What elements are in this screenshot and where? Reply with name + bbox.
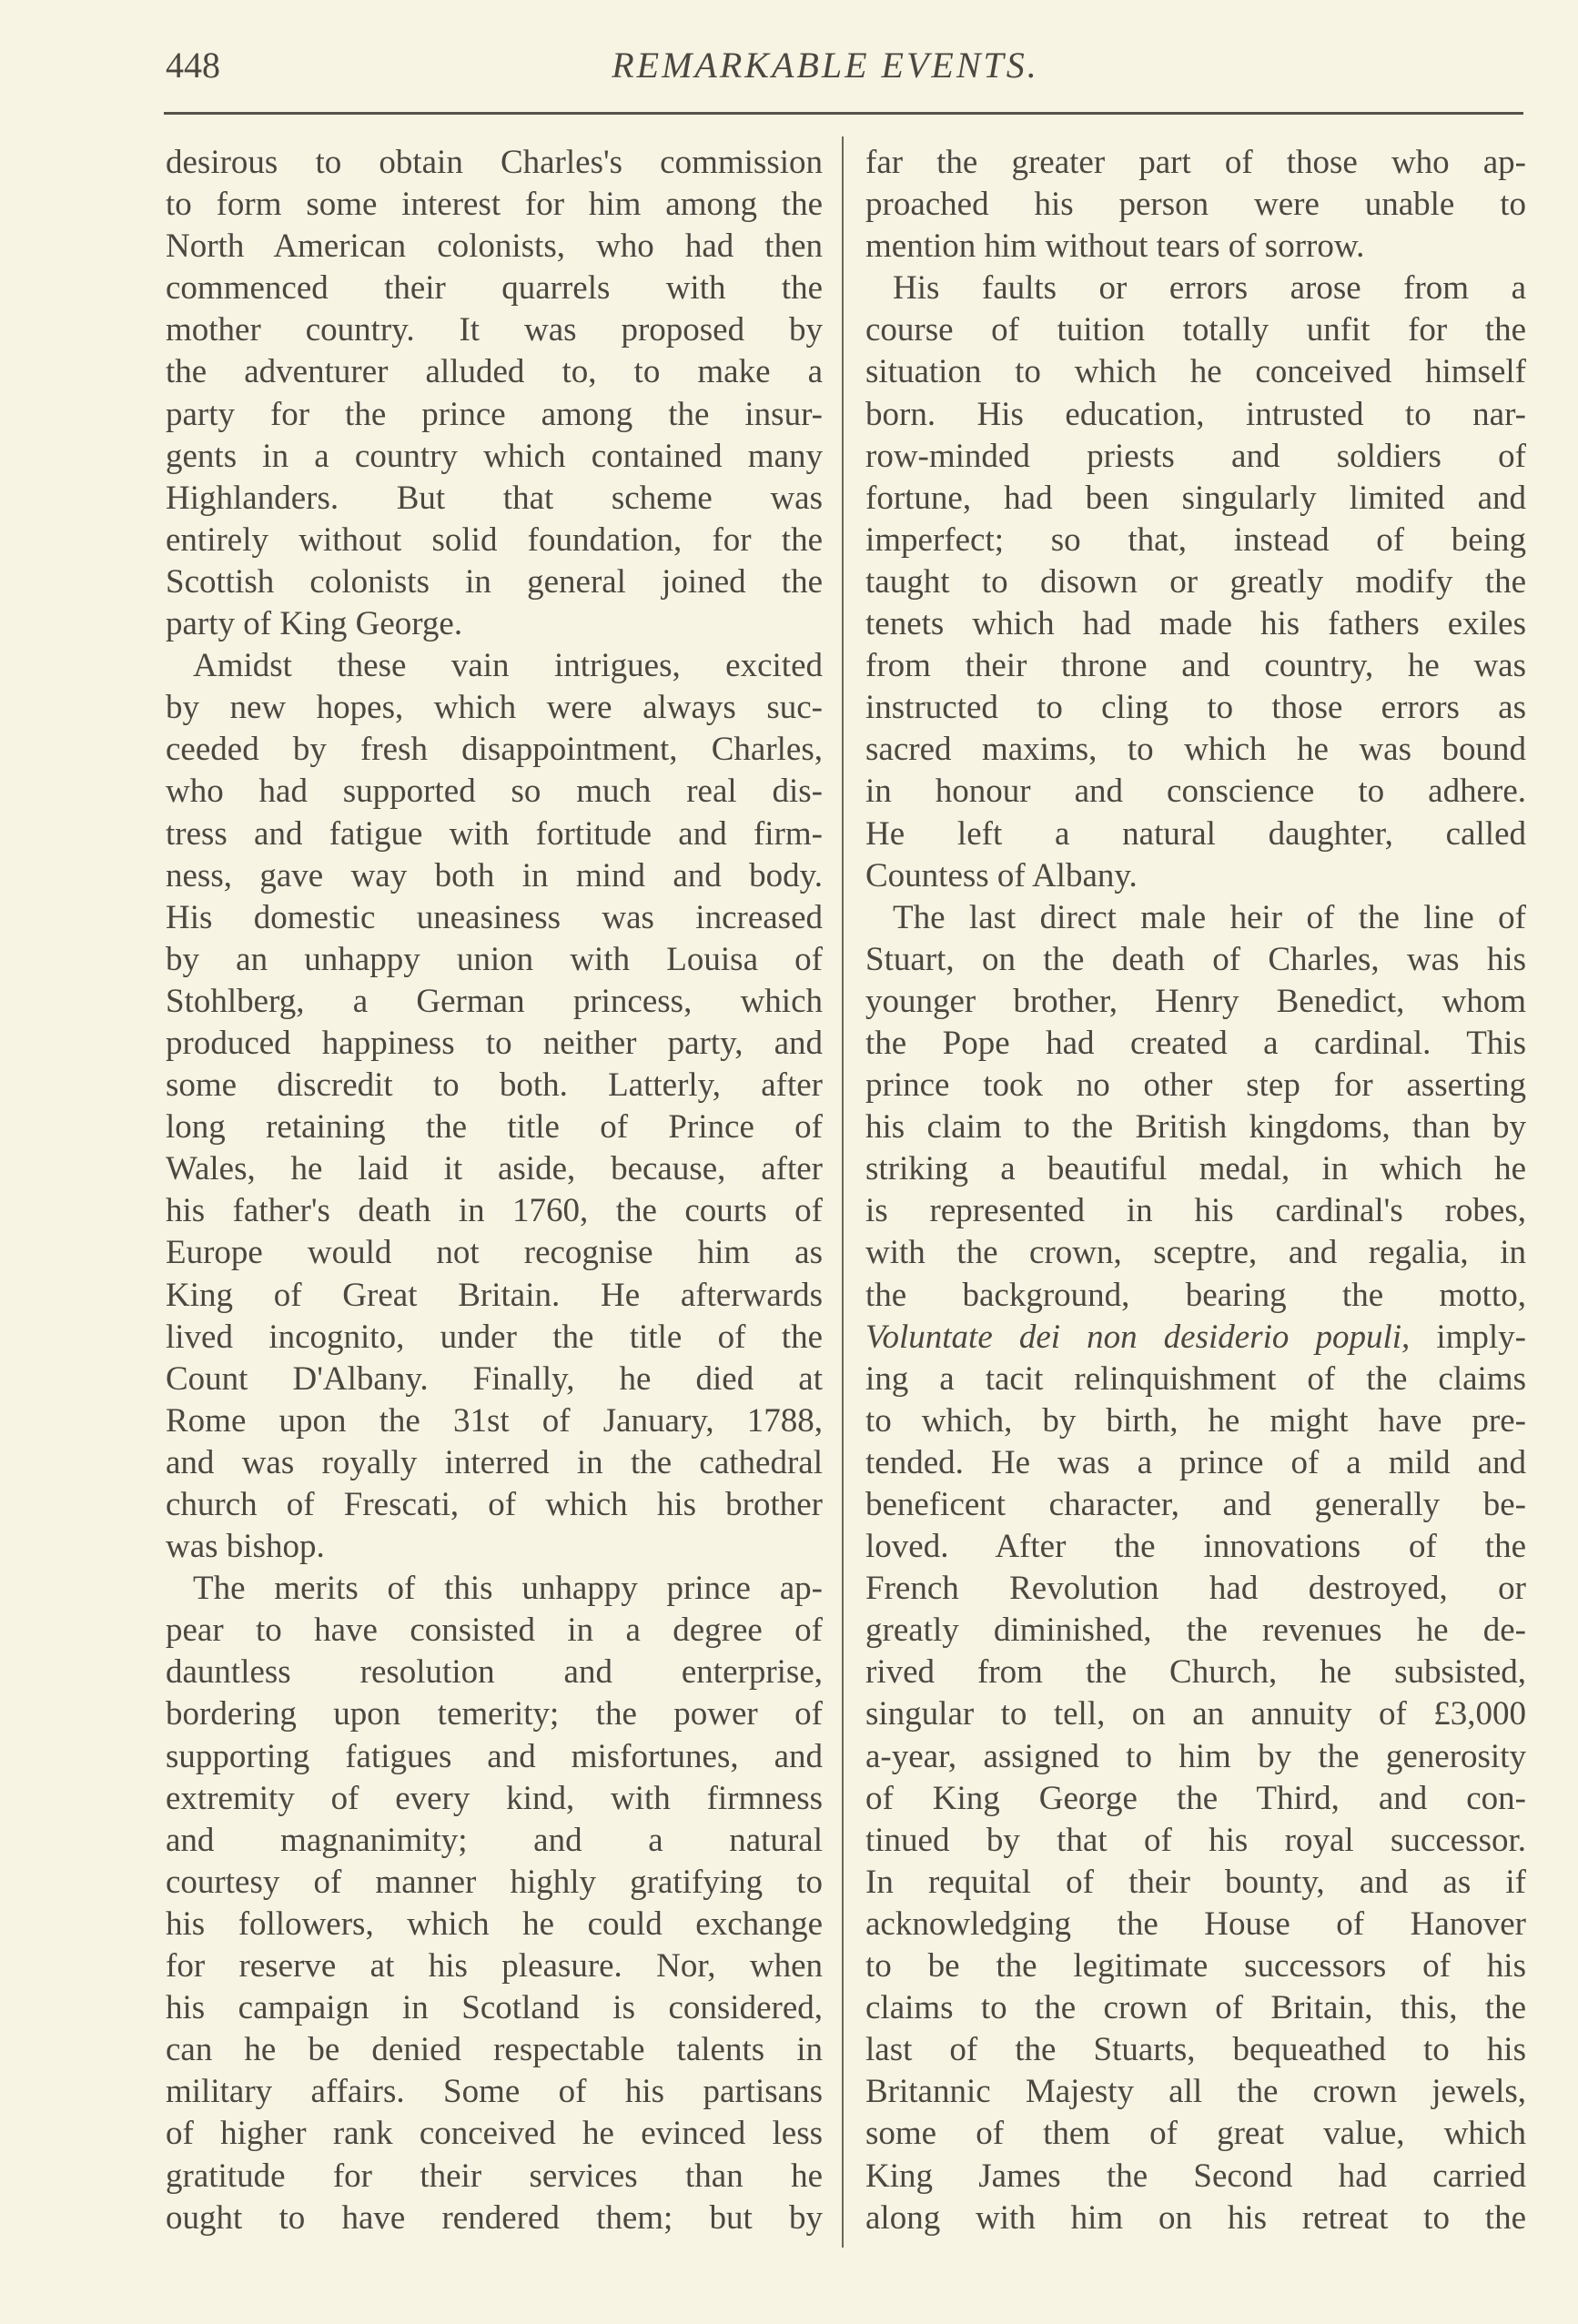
text-line: row-minded priests and soldiers of [865,437,1526,475]
left-column [166,142,823,2239]
text-line: military affairs. Some of his partisans [166,2073,823,2111]
text-line: mother country. It was proposed by [166,311,823,349]
italic-motto: Voluntate dei non desiderio populi, [865,1318,1411,1356]
text-line: Count D'Albany. Finally, he died at [166,1359,823,1398]
right-column [865,142,1526,2239]
text-line: bordering upon temerity; the power of [166,1695,823,1733]
text-line: course of tuition totally unfit for the [865,311,1526,349]
text-line: his followers, which he could exchange [166,1905,823,1943]
text-line: Countess of Albany. [865,856,1138,894]
text-line: and was royally interred in the cathedral [166,1443,823,1481]
text-line: striking a beautiful medal, in which he [865,1150,1526,1188]
text-line [865,1317,1526,1359]
text-line: King of Great Britain. He afterwards [166,1276,823,1314]
text-line: taught to disown or greatly modify the [865,562,1526,601]
text-line: for reserve at his pleasure. Nor, when [166,1947,823,1986]
text-line: of King George the Third, and con- [865,1779,1526,1817]
text-line: born. His education, intrusted to nar- [865,395,1526,433]
text-line: His domestic uneasiness was increased [166,898,823,936]
text-line: imperfect; so that, instead of being [865,520,1526,559]
text-line: the background, bearing the motto, [865,1276,1526,1314]
text-line: and magnanimity; and a natural [166,1821,823,1859]
text-line: North American colonists, who had then [166,227,823,266]
text-line: last of the Stuarts, bequeathed to his [865,2031,1526,2069]
text-line: situation to which he conceived himself [865,353,1526,391]
text-line: younger brother, Henry Benedict, whom [865,982,1526,1020]
text-line: commenced their quarrels with the [166,269,823,308]
text-line: of higher rank conceived he evinced less [166,2115,823,2153]
text-line: loved. After the innovations of the [865,1528,1526,1566]
text-line: His faults or errors arose from a [893,269,1526,308]
text-line: claims to the crown of Britain, this, the [865,1989,1526,2027]
text-line: acknowledging the House of Hanover [865,1905,1526,1943]
text-line: Britannic Majesty all the crown jewels, [865,2073,1526,2111]
text-line: King James the Second had carried [865,2157,1526,2195]
text-line: can he be denied respectable talents in [166,2031,823,2069]
text-line: gents in a country which contained many [166,437,823,475]
text-line: lived incognito, under the title of the [166,1318,823,1356]
text-line: the Pope had created a cardinal. This [865,1024,1526,1062]
line-text: imply- [1410,1318,1526,1356]
text-line: gratitude for their services than he [166,2157,823,2195]
page-number: 448 [166,45,220,86]
text-line: pear to have consisted in a degree of [166,1612,823,1650]
text-line: is represented in his cardinal's robes, [865,1192,1526,1230]
text-line: far the greater part of those who ap- [865,144,1526,181]
text-line: dauntless resolution and enterprise, [166,1653,823,1692]
header-rule [164,112,1523,115]
text-line: tended. He was a prince of a mild and [865,1443,1526,1481]
text-line: tenets which had made his fathers exiles [865,605,1526,643]
text-line: fortune, had been singularly limited and [865,479,1526,517]
text-line: party of King George. [166,605,463,643]
text-line: Stohlberg, a German princess, which [166,982,823,1020]
text-line: to which, by birth, he might have pre- [865,1401,1526,1440]
text-line: tinued by that of his royal successor. [865,1821,1526,1859]
text-line: produced happiness to neither party, and [166,1024,823,1062]
text-line: his father's death in 1760, the courts of [166,1192,823,1230]
text-line: The last direct male heir of the line of [893,898,1526,936]
text-line: to be the legitimate successors of his [865,1947,1526,1986]
text-line: singular to tell, on an annuity of £3,000 [865,1695,1526,1733]
text-line: from their throne and country, he was [865,647,1526,685]
text-line: ness, gave way both in mind and body. [166,856,823,894]
text-line: ceeded by fresh disappointment, Charles, [166,731,823,769]
text-line: In requital of their bounty, and as if [865,1863,1526,1901]
text-line: along with him on his retreat to the [865,2198,1526,2237]
text-line: supporting fatigues and misfortunes, and [166,1737,823,1775]
text-line: extremity of every kind, with firmness [166,1779,823,1817]
text-line: sacred maxims, to which he was bound [865,731,1526,769]
text-line: the adventurer alluded to, to make a [166,353,823,391]
text-line: rived from the Church, he subsisted, [865,1653,1526,1692]
text-line: Amidst these vain intrigues, excited [193,647,823,685]
text-line: long retaining the title of Prince of [166,1108,823,1147]
text-line: Highlanders. But that scheme was [166,479,823,517]
text-line: his campaign in Scotland is considered, [166,1989,823,2027]
text-line: proached his person were unable to [865,186,1526,224]
text-line: party for the prince among the insur- [166,395,823,433]
text-line: with the crown, sceptre, and regalia, in [865,1234,1526,1272]
text-line: to form some interest for him among the [166,186,823,224]
text-line: prince took no other step for asserting [865,1066,1526,1105]
text-line: courtesy of manner highly gratifying to [166,1863,823,1901]
running-title: REMARKABLE EVENTS. [612,45,1039,86]
text-line: greatly diminished, the revenues he de- [865,1612,1526,1650]
text-line: The merits of this unhappy prince ap- [193,1570,823,1608]
text-line: by new hopes, which were always suc- [166,689,823,727]
text-line: a-year, assigned to him by the generosity [865,1737,1526,1775]
text-line: mention him without tears of sorrow. [865,227,1365,266]
column-divider [842,136,844,2248]
text-line: French Revolution had destroyed, or [865,1570,1526,1608]
text-line: tress and fatigue with fortitude and firm- [166,814,823,853]
text-line: by an unhappy union with Louisa of [166,940,823,978]
text-line: Europe would not recognise him as [166,1234,823,1272]
text-line: who had supported so much real dis- [166,773,823,811]
text-line: church of Frescati, of which his brother [166,1486,823,1523]
text-line: was bishop. [166,1528,325,1566]
text-line: beneficent character, and generally be- [865,1486,1526,1523]
text-line: instructed to cling to those errors as [865,689,1526,727]
text-line: Stuart, on the death of Charles, was his [865,940,1526,978]
text-line: his claim to the British kingdoms, than by [865,1108,1526,1147]
text-line: Rome upon the 31st of January, 1788, [166,1401,823,1440]
text-line: ought to have rendered them; but by [166,2198,823,2237]
text-line: Wales, he laid it aside, because, after [166,1150,823,1188]
text-line: in honour and conscience to adhere. [865,773,1526,811]
text-line: some of them of great value, which [865,2115,1526,2153]
text-line: ing a tacit relinquishment of the claims [865,1359,1526,1398]
text-line: some discredit to both. Latterly, after [166,1066,823,1105]
text-line: entirely without solid foundation, for the [166,520,823,559]
text-line: He left a natural daughter, called [865,814,1526,853]
text-line: Scottish colonists in general joined the [166,562,823,601]
text-line: desirous to obtain Charles's commission [166,144,823,181]
